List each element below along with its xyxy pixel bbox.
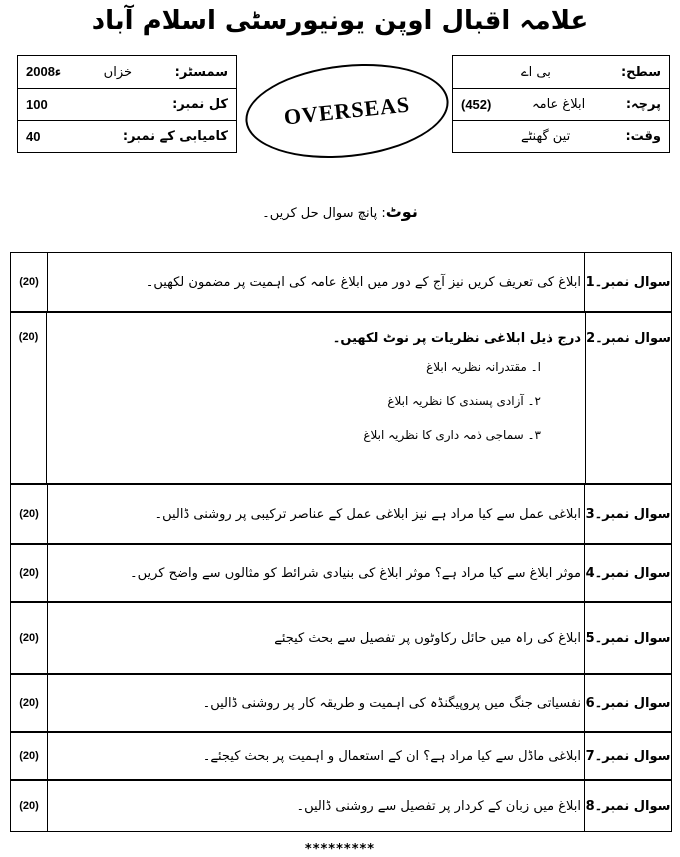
question-marks: (20) xyxy=(11,675,48,731)
question-number: سوال نمبر۔8 xyxy=(584,781,671,831)
level-value: بی اے xyxy=(521,64,551,80)
question-number: سوال نمبر۔2 xyxy=(585,313,671,483)
university-title: علامہ اقبال اوپن یونیورسٹی اسلام آباد xyxy=(91,6,589,36)
question-marks: (20) xyxy=(11,545,48,601)
level-label: سطح: xyxy=(620,64,661,80)
note-label: نوٹ xyxy=(385,202,418,221)
pass-marks-label: کامیابی کے نمبر: xyxy=(122,129,228,144)
question-2-heading: درج ذیل ابلاغی نظریات پر نوٹ لکھیں۔ xyxy=(332,331,581,346)
level-row xyxy=(453,56,669,88)
end-of-paper-stars: ********* xyxy=(304,842,376,857)
question-number: سوال نمبر۔5 xyxy=(584,603,671,673)
question-2 xyxy=(10,312,672,484)
exam-info-left-box xyxy=(17,55,237,153)
semester-value: خزاں xyxy=(103,64,133,80)
question-text: ابلاغ کی تعریف کریں نیز آج کے دور میں ابلاغ عامہ کی اہمیت پر مضمون لکھیں۔ xyxy=(145,274,581,290)
total-marks-label: کل نمبر: xyxy=(172,97,228,112)
question-text: ابلاغی عمل سے کیا مراد ہے نیز ابلاغی عمل کے عناصر ترکیبی پر روشنی ڈالیں۔ xyxy=(154,506,581,522)
semester-row xyxy=(18,56,236,88)
question-marks: (20) xyxy=(11,253,48,311)
question-8 xyxy=(10,780,672,832)
overseas-stamp xyxy=(241,55,453,168)
semester-year: 2008ء xyxy=(26,64,62,79)
question-2-sub-1: ا۔ مقتدرانہ نظریہ ابلاغ xyxy=(426,360,541,374)
question-number: سوال نمبر۔6 xyxy=(584,675,671,731)
question-number: سوال نمبر۔1 xyxy=(584,253,671,311)
stamp-text: OVERSEAS xyxy=(282,91,412,130)
paper-label: پرچہ: xyxy=(625,97,661,112)
question-text: ابلاغ کی راہ میں حائل رکاوٹوں پر تفصیل سے بحث کیجئے xyxy=(274,630,581,646)
paper-code: (452) xyxy=(461,97,492,112)
question-5 xyxy=(10,602,672,674)
question-text xyxy=(51,313,581,483)
question-text: ابلاغ میں زبان کے کردار پر تفصیل سے روشنی ڈالیں۔ xyxy=(296,798,581,814)
question-number: سوال نمبر۔3 xyxy=(584,485,671,543)
question-6 xyxy=(10,674,672,732)
semester-label: سمسٹر: xyxy=(174,64,228,80)
time-label: وقت: xyxy=(625,129,661,144)
question-marks: (20) xyxy=(11,733,48,779)
pass-marks-value: 40 xyxy=(26,129,41,144)
exam-info-right-box xyxy=(452,55,670,153)
question-number: سوال نمبر۔7 xyxy=(584,733,671,779)
total-marks-row xyxy=(18,88,236,120)
question-text: موثر ابلاغ سے کیا مراد ہے؟ موثر ابلاغ کی بنیادی شرائط کو مثالوں سے واضح کریں۔ xyxy=(129,565,581,581)
question-text: نفسیاتی جنگ میں پروپیگنڈہ کی اہمیت و طریقہ کار پر روشنی ڈالیں۔ xyxy=(202,695,581,711)
question-7 xyxy=(10,732,672,780)
paper-name: ابلاغ عامہ xyxy=(532,97,586,112)
question-marks: (20) xyxy=(11,603,48,673)
question-1 xyxy=(10,252,672,312)
question-3 xyxy=(10,484,672,544)
time-row xyxy=(453,120,669,152)
total-marks-value: 100 xyxy=(26,97,48,112)
pass-marks-row xyxy=(18,120,236,152)
question-2-sub-2: ۲۔ آزادی پسندی کا نظریہ ابلاغ xyxy=(387,394,541,408)
time-value: تین گھنٹے xyxy=(521,129,571,144)
note-text: : پانچ سوال حل کریں۔ xyxy=(262,206,386,221)
question-marks: (20) xyxy=(11,485,48,543)
question-marks: (20) xyxy=(11,313,47,483)
paper-row xyxy=(453,88,669,120)
question-4 xyxy=(10,544,672,602)
question-text: ابلاغی ماڈل سے کیا مراد ہے؟ ان کے استعمال و اہمیت پر بحث کیجئے۔ xyxy=(202,748,581,764)
question-number: سوال نمبر۔4 xyxy=(584,545,671,601)
question-2-sub-3: ۳۔ سماجی ذمہ داری کا نظریہ ابلاغ xyxy=(363,428,541,442)
exam-note xyxy=(0,202,680,221)
question-marks: (20) xyxy=(11,781,48,831)
